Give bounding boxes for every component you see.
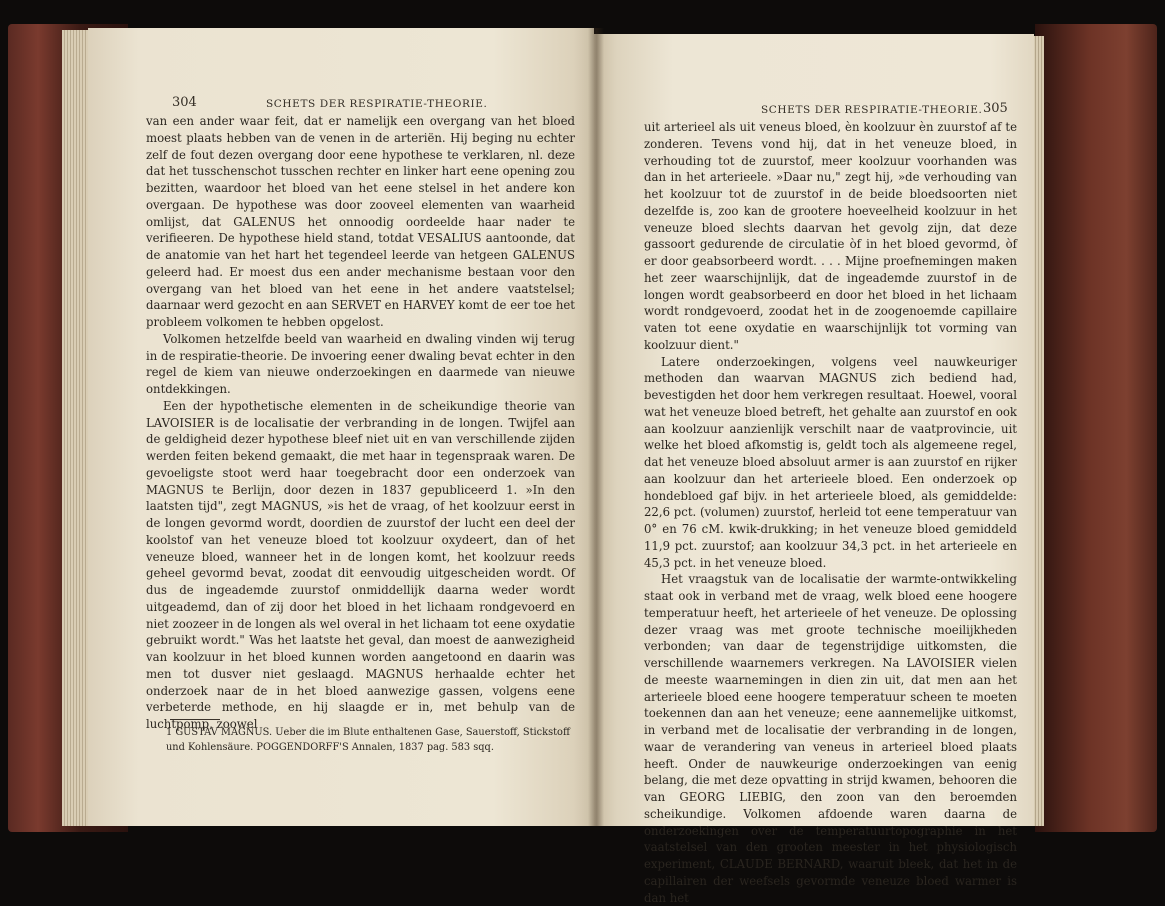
page-number: 304 [172,95,197,110]
paragraph: van een ander waar feit, dat er namelijk een overgang van het bloed moest plaats hebben van de venen in de arteriën. Hij beging nu echter zelf de fout dezen overgang door eene hypothese te verklaren, nl. deze dat het tusschenschot tusschen rechter en linker hart eene opening zou bezitten, waardoor het bloed van het eene stelsel in het andere kon overgaan. De hypothese was door zooveel elementen van waarheid omlijst, dat GALENUS het onnoodig oordeelde haar nader te verifieeren. De hypothese hield stand, totdat VESALIUS aantoonde, dat de anatomie van het hart het tegendeel leerde van hetgeen GALENUS geleerd had. Er moest dus een ander mechanisme bestaan voor den overgang van het bloed van het eene in het andere vaatstelsel; daarnaar werd gezocht en aan SERVET en HARVEY komt de eer toe het probleem volkomen te hebben opgelost. [146,114,575,329]
running-header: SCHETS DER RESPIRATIE-THEORIE. [266,98,488,110]
footnote: 1 GUSTAV MAGNUS. Ueber die im Blute enthaltenen Gase, Sauerstoff, Stickstoff und Kohlensäure. POGGENDORFF'S Annalen, 1837 pag. 583 sqq. [166,727,570,753]
book-gutter [588,28,604,826]
footnote-rule [170,719,220,720]
paragraph: uit arterieel als uit veneus bloed, èn koolzuur èn zuurstof af te zonderen. Tevens vond hij, dat in het veneuze bloed, in verhouding tot de zuurstof, meer koolzuur voorhanden was dan in het arterieele. »Daar nu," zegt hij, »de verhouding van het koolzuur tot de zuurstof in de beide bloedsoorten niet dezelfde is, zoo kan de grootere hoeveelheid koolzuur in het veneuze bloed slechts daarvan het gevolg zijn, dat deze gassoort gedurende de circulatie òf in het bloed gevormd, òf er door geabsorbeerd wordt. . . . Mijne proefnemingen maken het zeer waarschijnlijk, dat de ingeademde zuurstof in de longen wordt geabsorbeerd en door het bloed in het lichaam wordt rondgevoerd, zoodat het in de zoogenoemde capillaire vaten tot eene oxydatie en waarschijnlijk tot vorming van koolzuur dient." [644,120,1017,352]
paragraph: Latere onderzoekingen, volgens veel nauwkeuriger methoden dan waarvan MAGNUS zich bediend had, bevestigden het door hem verkregen resultaat. Hoewel, vooral wat het veneuze bloed betreft, het gehalte aan zuurstof en ook aan koolzuur aanzienlijk verschilt naar de vaatprovincie, uit welke het bloed afkomstig is, geldt toch als algemeene regel, dat het veneuze bloed absoluut armer is aan zuurstof en rijker aan koolzuur dan het arterieele bloed. Een onderzoek op hondebloed gaf bijv. in het arterieele bloed, als gemiddelde: 22,6 pct. (volumen) zuurstof, herleid tot eene temperatuur van 0° en 76 cM. kwik-drukking; in het veneuze bloed gemiddeld 11,9 pct. zuurstof; aan koolzuur 34,3 pct. in het arterieele en 45,3 pct. in het veneuze bloed. [644,354,1017,570]
running-header: SCHETS DER RESPIRATIE-THEORIE. [761,104,983,116]
page-body [146,113,575,733]
right-page [594,34,1034,905]
paragraph: Volkomen hetzelfde beeld van waarheid en dwaling vinden wij terug in de respiratie-theorie. De invoering eener dwaling bevat echter in den regel de kiem van nieuwe onderzoekingen en daarmede van nieuwe ontdekkingen. [146,331,575,396]
left-page [88,28,594,826]
paragraph: Het vraagstuk van de localisatie der warmte-ontwikkeling staat ook in verband met de vraag, welk bloed eene hoogere temperatuur heeft, het arterieele of het veneuze. De oplossing dezer vraag was met groote technische moeilijkheden verbonden; van daar de tegenstrijdige uitkomsten, die verschillende waarnemers verkregen. Na LAVOISIER vielen de meeste waarnemingen in dien zin uit, dat men aan het arterieele bloed eene hoogere temperatuur scheen te moeten toekennen dan aan het veneuze; eene aannemelijke uitkomst, in verband met de localisatie der verbranding in de longen, waar de verandering van veneus in arterieel bloed plaats heeft. Onder de nauwkeurige onderzoekingen van eenig belang, die met deze opvatting in strijd kwamen, behooren die van GEORG LIEBIG, den zoon van den beroemden scheikundige. Volkomen afdoende waren daarna de onderzoekingen over de temperatuurtopographie in het vaatstelsel van den grooten meester in het physiologisch experiment, CLAUDE BERNARD, waaruit bleek, dat het in de capillairen der weefsels gevormde veneuze bloed warmer is dan het [644,572,1017,905]
page-number: 305 [983,101,1008,116]
paragraph: Een der hypothetische elementen in de scheikundige theorie van LAVOISIER is de localisatie der verbranding in de longen. Twijfel aan de geldigheid dezer hypothese bleef niet uit en van verschillende zijden werden feiten bekend gemaakt, die met haar in tegenspraak waren. De gevoeligste stoot werd haar toegebracht door een onderzoek van MAGNUS te Berlijn, door dezen in 1837 gepubliceerd 1. »In den laatsten tijd", zegt MAGNUS, »is het de vraag, of het koolzuur eerst in de longen gevormd wordt, doordien de zuurstof der lucht een deel der koolstof van het veneuze bloed tot koolzuur oxydeert, dan of het veneuze bloed, wanneer het in de longen komt, het koolzuur reeds geheel gevormd bevat, zoodat dit eenvoudig uitgescheiden wordt. Of dus de ingeademde zuurstof onmiddellijk daarna weder wordt uitgeademd, dan of zij door het bloed in het lichaam rondgevoerd en niet zoozeer in de longen als wel overal in het lichaam tot eene oxydatie gebruikt wordt." Was het laatste het geval, dan moest de aanwezigheid van koolzuur in het bloed kunnen worden aangetoond en daarin was men tot dusver niet geslaagd. MAGNUS herhaalde echter het onderzoek naar de in het bloed aanwezige gassen, volgens eene verbeterde methode, en hij slaagde er in, met behulp van de luchtpomp, zoowel [146,398,575,731]
page-body [644,119,1017,906]
book-cover-right [1035,24,1157,832]
